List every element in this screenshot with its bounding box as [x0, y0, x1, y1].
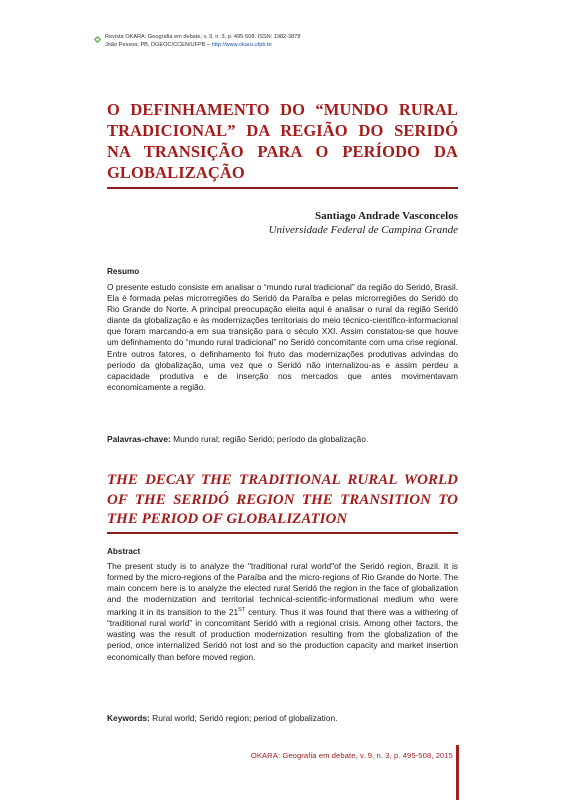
english-title-divider	[107, 532, 458, 534]
resumo-text: O presente estudo consiste em analisar o “mundo rural tradicional” da região do Seridó, Brasil. Ela é formada pelas microrregiões do Seridó da Paraíba e pelas microrregiões do Seridó do Rio Grande do Norte. A principal preocupação eleita aqui é analisar o rural da região Seridó diante da globalização e às modernizações territoriais do meio técnico-científico-informacional que foram marcando-a em sua transição para o século XXI. Assim constatou-se que houve um definhamento do “mundo rural tradicional” no Seridó concomitante com uma crise regional. Entre outros fatores, o definhamento foi fruto das modernizações produtivas advindas do período da globalização, uma vez que o Seridó não internalizou-as e assim perdeu a capacidade produtiva e de inserção nos mercados que antes movimentavam economicamente a região.	[107, 282, 459, 392]
abstract-superscript: ST	[238, 607, 246, 614]
author-affiliation: Universidade Federal de Campina Grande	[268, 224, 458, 236]
footer-bar	[456, 745, 459, 800]
journal-link[interactable]: http://www.okara.ufpb.br	[211, 42, 272, 48]
header-location-text: João Pessoa, PB, DGEOC/CCEN/UFPB –	[105, 42, 212, 48]
abstract-text-part2: century. Thus it was found that there was a withering of “traditional rural world” in concomitant Seridó with a regional crisis. Among other factors, the wasting was the result of production modernization resulting from the globalization of the period, once internalized Seridó not lost and so the production capacity and market insertion economically than before moved region.	[107, 607, 458, 662]
page-footer: OKARA: Geografia em debate, v. 9, n. 3, p. 495-508, 2015	[250, 751, 453, 760]
abstract-text	[107, 561, 458, 663]
abstract-keywords	[107, 713, 458, 723]
header-location	[105, 41, 300, 49]
header-citation: Revista OKARA: Geografia em debate, v. 9, n. 3, p. 495-508. ISSN: 1982-3878	[105, 34, 301, 40]
abstract-heading: Abstract	[107, 547, 141, 556]
resumo-keywords	[107, 434, 458, 444]
abstract-text-part1: The present study is to analyze the "traditional rural world"of the Seridó region, Brazil. It is formed by the micro-regions of the Paraíba and the micro-regions of Rio Grande do Norte. The main concern here is to analyze the elected rural Seridó the region in the face of globalization and the modernization and territorial technical-scientific-informational medium who were marking it in its transition to the 21	[107, 561, 458, 618]
journal-header	[105, 33, 300, 49]
keywords-label: Keywords:	[107, 713, 150, 723]
resumo-heading: Resumo	[107, 267, 140, 276]
palavras-chave-label: Palavras-chave:	[107, 434, 171, 444]
title-divider	[107, 187, 458, 189]
keywords-values: Rural world; Seridó region; period of globalization.	[149, 713, 338, 723]
author-name: Santiago Andrade Vasconcelos	[314, 210, 458, 222]
palavras-chave-values: Mundo rural; região Seridó; período da globalização.	[170, 434, 369, 444]
article-title-en: THE DECAY THE TRADITIONAL RURAL WORLD OF THE SERIDÓ REGION THE TRANSITION TO THE PERIOD OF GLOBALIZATION	[107, 472, 458, 527]
okara-logo-icon	[93, 35, 102, 44]
article-title-pt: O DEFINHAMENTO DO “MUNDO RURAL TRADICIONAL” DA REGIÃO DO SERIDÓ NA TRANSIÇÃO PARA O PERÍODO DA GLOBALIZAÇÃO	[107, 100, 458, 182]
